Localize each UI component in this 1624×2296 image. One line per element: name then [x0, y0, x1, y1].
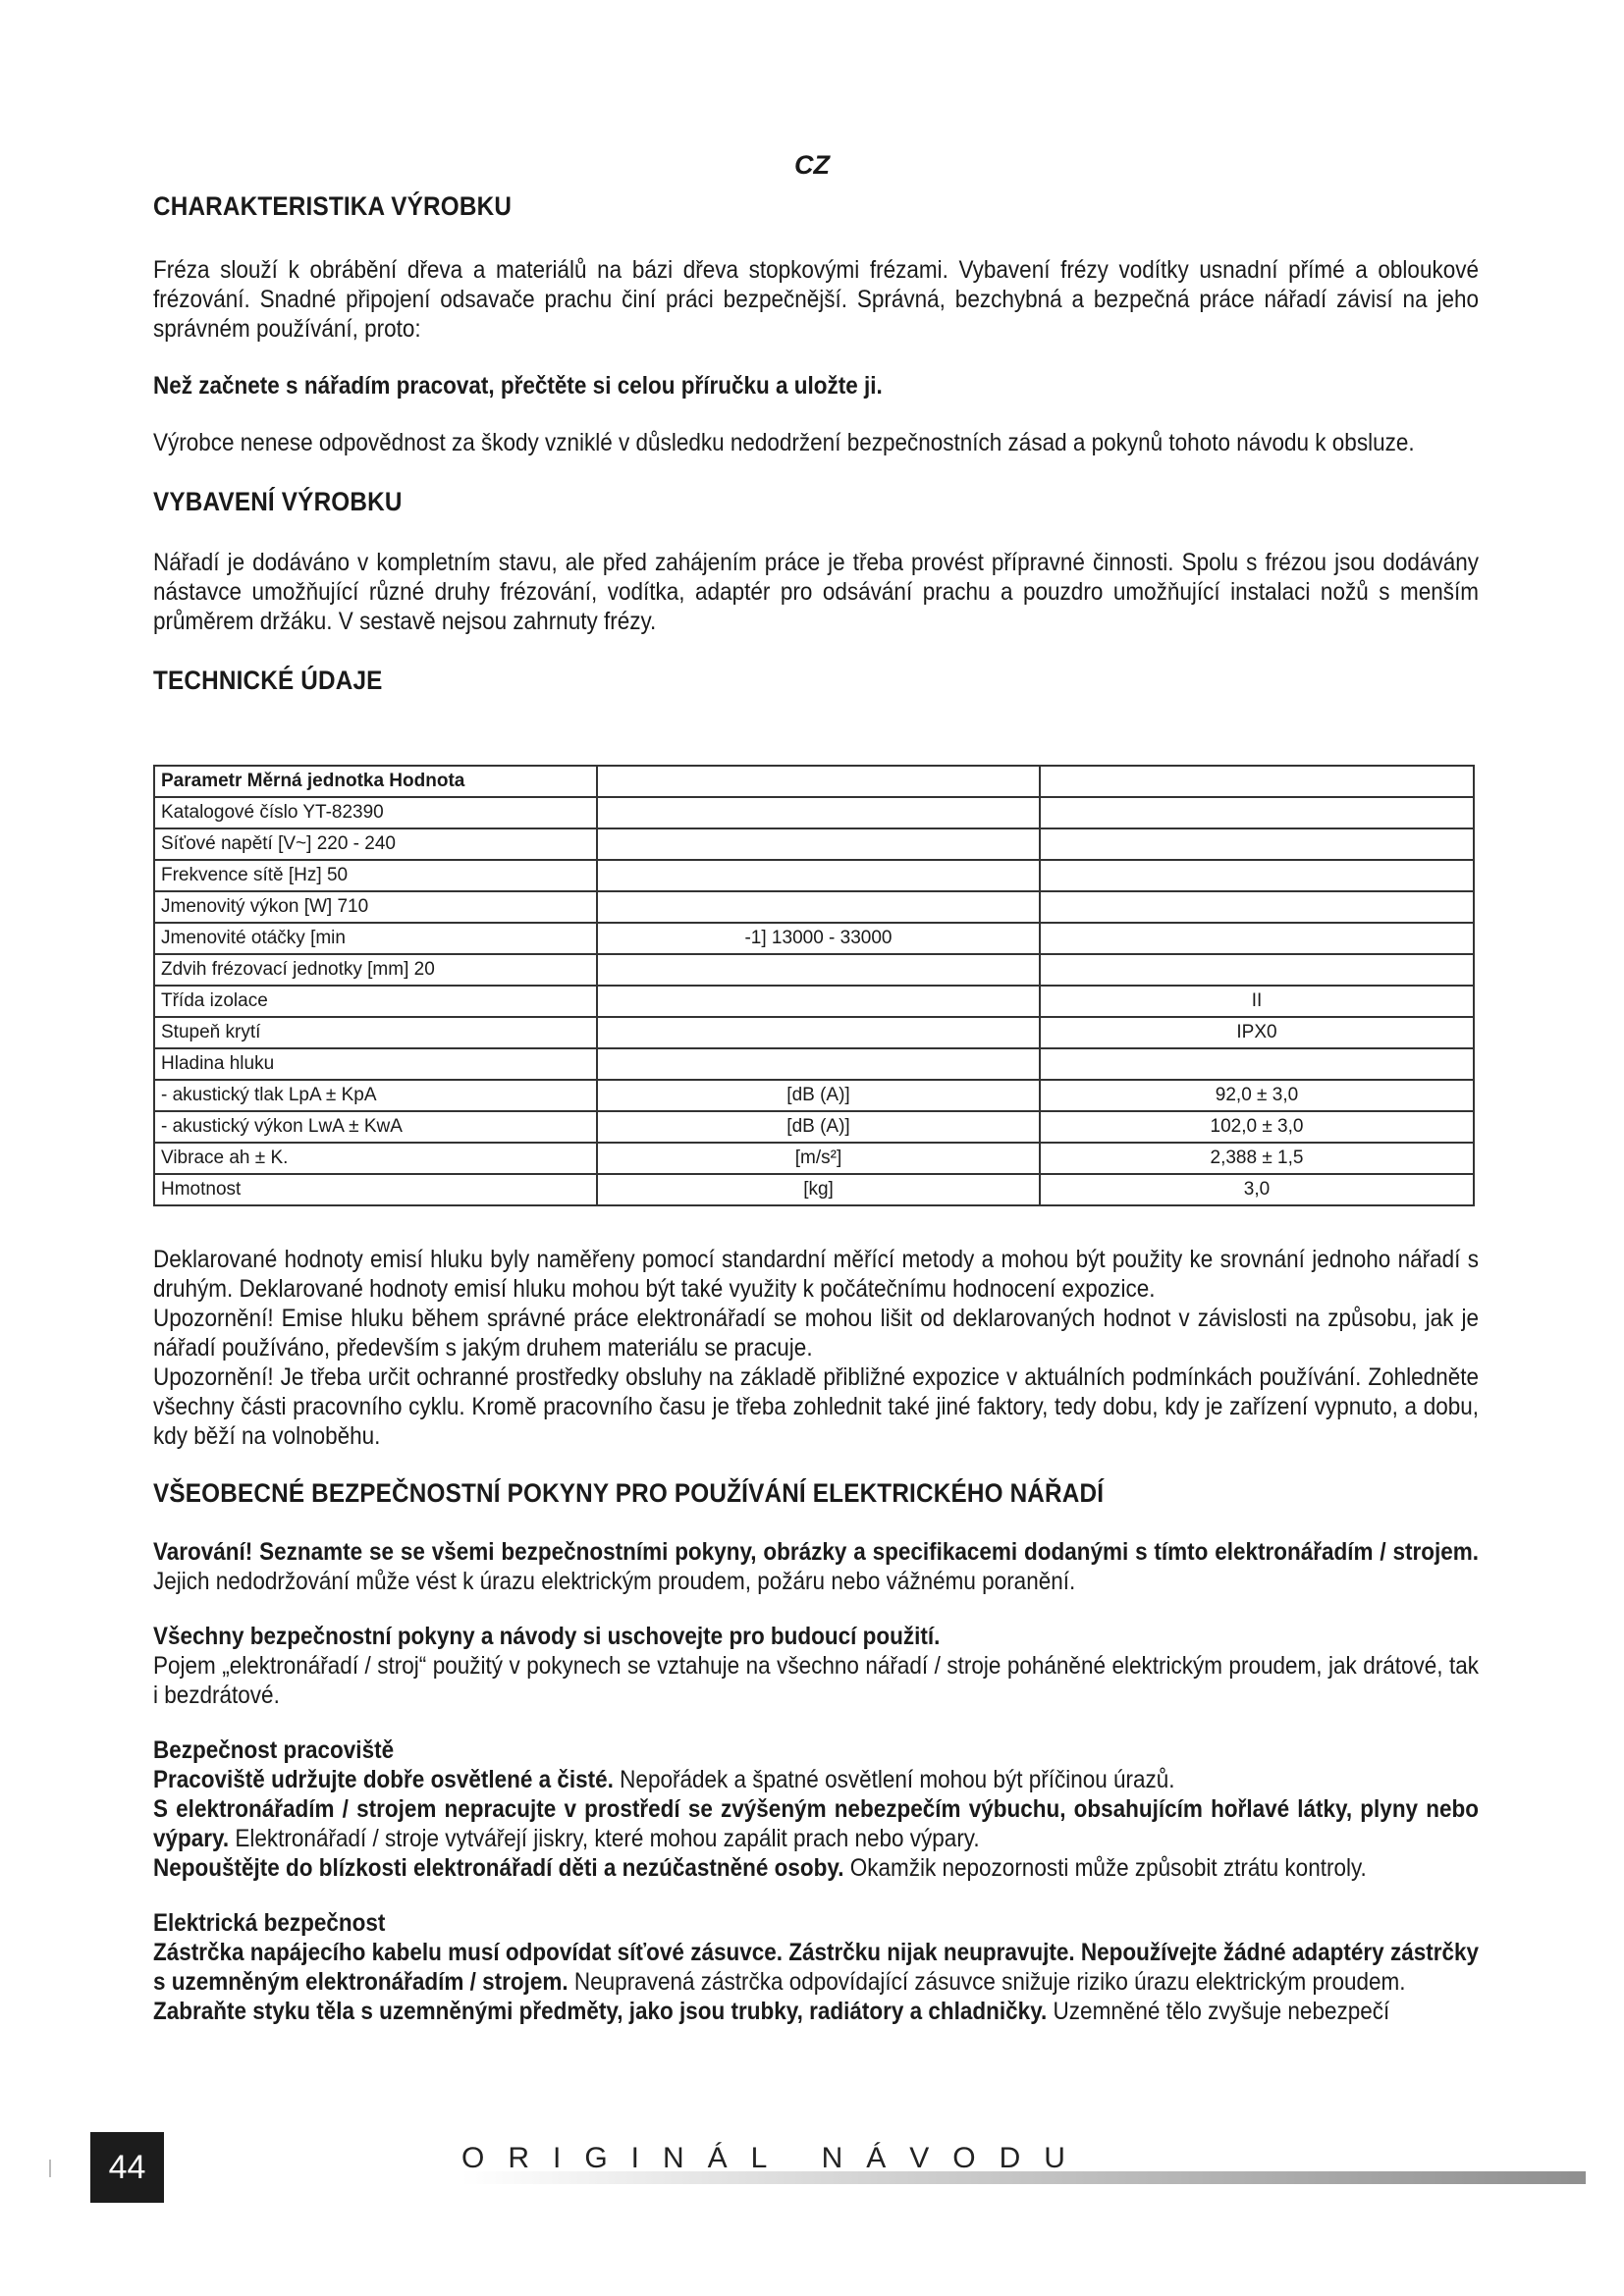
page-number: 44: [90, 2132, 164, 2203]
table-cell-c1: Stupeň krytí: [154, 1017, 597, 1048]
table-cell-c2: [597, 766, 1040, 797]
table-cell-c3: [1040, 1048, 1474, 1080]
electrical-2-text: Uzemněné tělo zvyšuje nebezpečí: [1047, 1998, 1390, 2025]
table-cell-c3: [1040, 766, 1474, 797]
footer-tick: [49, 2160, 51, 2177]
table-cell-c2: [597, 1048, 1040, 1080]
heading-general-safety: VŠEOBECNÉ BEZPEČNOSTNÍ POKYNY PRO POUŽÍVÁNÍ ELEKTRICKÉHO NÁŘADÍ: [153, 1478, 1105, 1508]
heading-technical-data: TECHNICKÉ ÚDAJE: [153, 666, 383, 695]
paragraph-electrical-2: [153, 1997, 1479, 2026]
table-row: [154, 954, 1474, 986]
table-row: [154, 766, 1474, 797]
paragraph-keep-instructions: Všechny bezpečnostní pokyny a návody si uschovejte pro budoucí použití.: [153, 1623, 941, 1650]
workplace-2-bold: S elektronářadím / strojem nepracujte v prostředí se zvýšeným nebezpečím výbuchu, obsahujícím hořlavé látky, plyny nebo výpary.: [153, 1795, 1479, 1852]
table-cell-c1: Třída izolace: [154, 986, 597, 1017]
table-cell-c2: [597, 860, 1040, 891]
table-cell-c2: -1] 13000 - 33000: [597, 923, 1040, 954]
main-content: [153, 191, 1479, 695]
table-cell-c3: IPX0: [1040, 1017, 1474, 1048]
table-cell-c2: [kg]: [597, 1174, 1040, 1205]
paragraph-read-manual: Než začnete s nářadím pracovat, přečtěte si celou příručku a uložte ji.: [153, 372, 883, 400]
paragraph-product-description: Fréza slouží k obrábění dřeva a materiálů na bázi dřeva stopkovými frézami. Vybavení frézy vodítky usnadní přímé a obloukové frézování. Snadné připojení odsavače prachu činí práci bezpečnější. Správná, bezchybná a bezpečná práce nářadí závisí na jeho správném používání, proto:: [153, 256, 1479, 343]
electrical-2-bold: Zabraňte styku těla s uzemněnými předměty, jako jsou trubky, radiátory a chladničky.: [153, 1998, 1048, 2025]
workplace-1-bold: Pracoviště udržujte dobře osvětlené a čisté.: [153, 1766, 614, 1793]
table-cell-c3: 92,0 ± 3,0: [1040, 1080, 1474, 1111]
table-cell-c1: Vibrace ah ± K.: [154, 1143, 597, 1174]
table-cell-c3: [1040, 797, 1474, 828]
paragraph-term-definition: Pojem „elektronářadí / stroj“ použitý v pokynech se vztahuje na všechno nářadí / stroje poháněné elektrickým proudem, jak drátové, tak i bezdrátové.: [153, 1652, 1479, 1709]
table-row: [154, 923, 1474, 954]
paragraph-warning: [153, 1537, 1479, 1596]
table-cell-c1: - akustický tlak LpA ± KpA: [154, 1080, 597, 1111]
table-row: [154, 1174, 1474, 1205]
table-row: [154, 891, 1474, 923]
table-cell-c1: Hmotnost: [154, 1174, 597, 1205]
paragraph-workplace-2: [153, 1794, 1479, 1853]
table-row: [154, 1111, 1474, 1143]
heading-product-characteristics: CHARAKTERISTIKA VÝROBKU: [153, 191, 513, 221]
table-row: [154, 986, 1474, 1017]
table-cell-c1: Katalogové číslo YT-82390: [154, 797, 597, 828]
warning-bold: Varování! Seznamte se se všemi bezpečnostními pokyny, obrázky a specifikacemi dodanými s tímto elektronářadím / strojem.: [153, 1538, 1479, 1566]
table-row: [154, 1143, 1474, 1174]
paragraph-workplace-1: [153, 1765, 1479, 1794]
paragraph-electrical-1: [153, 1938, 1479, 1997]
table-cell-c1: Jmenovité otáčky [min: [154, 923, 597, 954]
table-cell-c3: [1040, 860, 1474, 891]
table-cell-c3: [1040, 923, 1474, 954]
table-cell-c3: [1040, 828, 1474, 860]
table-cell-c1: - akustický výkon LwA ± KwA: [154, 1111, 597, 1143]
table-row: [154, 797, 1474, 828]
table-cell-c2: [597, 797, 1040, 828]
workplace-1-text: Nepořádek a špatné osvětlení mohou být příčinou úrazů.: [613, 1766, 1175, 1793]
table-row: [154, 860, 1474, 891]
workplace-3-text: Okamžik nepozornosti může způsobit ztrátu kontroly.: [843, 1854, 1367, 1882]
table-cell-c1: Frekvence sítě [Hz] 50: [154, 860, 597, 891]
table-cell-c3: 3,0: [1040, 1174, 1474, 1205]
heading-product-equipment: VYBAVENÍ VÝROBKU: [153, 487, 403, 516]
table-cell-c1: Síťové napětí [V~] 220 - 240: [154, 828, 597, 860]
table-cell-c3: [1040, 954, 1474, 986]
technical-data-table: [153, 765, 1475, 1206]
language-code: CZ: [794, 150, 830, 180]
table-row: [154, 1080, 1474, 1111]
workplace-3-bold: Nepouštějte do blízkosti elektronářadí děti a nezúčastněné osoby.: [153, 1854, 844, 1882]
lower-content: [153, 1245, 1479, 2026]
table-cell-c1: Parametr Měrná jednotka Hodnota: [154, 766, 597, 797]
electrical-1-bold: Zástrčka napájecího kabelu musí odpovídat síťové zásuvce. Zástrčku nijak neupravujte. Nepoužívejte žádné adaptéry zástrčky s uzemněným elektronářadím / strojem.: [153, 1939, 1480, 1996]
workplace-2-text: Elektronářadí / stroje vytvářejí jiskry, které mohou zapálit prach nebo výpary.: [229, 1825, 980, 1852]
paragraph-workplace-3: [153, 1853, 1479, 1883]
table-row: [154, 1017, 1474, 1048]
table-cell-c1: Zdvih frézovací jednotky [mm] 20: [154, 954, 597, 986]
paragraph-equipment: Nářadí je dodáváno v kompletním stavu, ale před zahájením práce je třeba provést přípravné činnosti. Spolu s frézou jsou dodávány nástavce umožňující různé druhy frézování, vodítka, adaptér pro odsávání prachu a pouzdro umožňující instalaci nožů s menším průměrem držáku. V sestavě nejsou zahrnuty frézy.: [153, 549, 1479, 635]
paragraph-liability: Výrobce nenese odpovědnost za škody vzniklé v důsledku nedodržení bezpečnostních zásad a pokynů tohoto návodu k obsluze.: [153, 429, 1415, 456]
table-cell-c3: 2,388 ± 1,5: [1040, 1143, 1474, 1174]
table-cell-c2: [dB (A)]: [597, 1080, 1040, 1111]
electrical-1-text: Neupravená zástrčka odpovídající zásuvce snižuje riziko úrazu elektrickým proudem.: [568, 1968, 1406, 1996]
table-row: [154, 828, 1474, 860]
table-cell-c3: 102,0 ± 3,0: [1040, 1111, 1474, 1143]
heading-workplace-safety: Bezpečnost pracoviště: [153, 1736, 395, 1764]
table-cell-c1: Jmenovitý výkon [W] 710: [154, 891, 597, 923]
paragraph-noise-warning: Upozornění! Emise hluku během správné práce elektronářadí se mohou lišit od deklarovaných hodnot v závislosti na způsobu, jak je nářadí používáno, především s jakým druhem materiálu se pracuje.: [153, 1305, 1479, 1362]
paragraph-protection-warning: Upozornění! Je třeba určit ochranné prostředky obsluhy na základě přibližné expozice v aktuálních podmínkách používání. Zohledněte všechny části pracovního cyklu. Kromě pracovního času je třeba zohlednit také jiné faktory, tedy dobu, kdy je zařízení vypnuto, a dobu, kdy běží na volnoběhu.: [153, 1363, 1479, 1450]
table-row: [154, 1048, 1474, 1080]
table-cell-c2: [597, 986, 1040, 1017]
table-cell-c2: [597, 954, 1040, 986]
heading-electrical-safety: Elektrická bezpečnost: [153, 1909, 386, 1937]
paragraph-noise-declaration: Deklarované hodnoty emisí hluku byly naměřeny pomocí standardní měřící metody a mohou být použity ke srovnání jednoho nářadí s druhým. Deklarované hodnoty emisí hluku mohou být také využity k počátečnímu hodnocení expozice.: [153, 1246, 1479, 1303]
warning-text: Jejich nedodržování může vést k úrazu elektrickým proudem, požáru nebo vážnému poranění.: [153, 1568, 1076, 1595]
table-cell-c2: [597, 828, 1040, 860]
table-cell-c2: [dB (A)]: [597, 1111, 1040, 1143]
table-cell-c2: [m/s²]: [597, 1143, 1040, 1174]
table-cell-c3: [1040, 891, 1474, 923]
table-cell-c2: [597, 891, 1040, 923]
table-cell-c1: Hladina hluku: [154, 1048, 597, 1080]
footer-title: ORIGINÁL NÁVODU: [461, 2142, 1089, 2174]
table-cell-c3: II: [1040, 986, 1474, 1017]
table-cell-c2: [597, 1017, 1040, 1048]
